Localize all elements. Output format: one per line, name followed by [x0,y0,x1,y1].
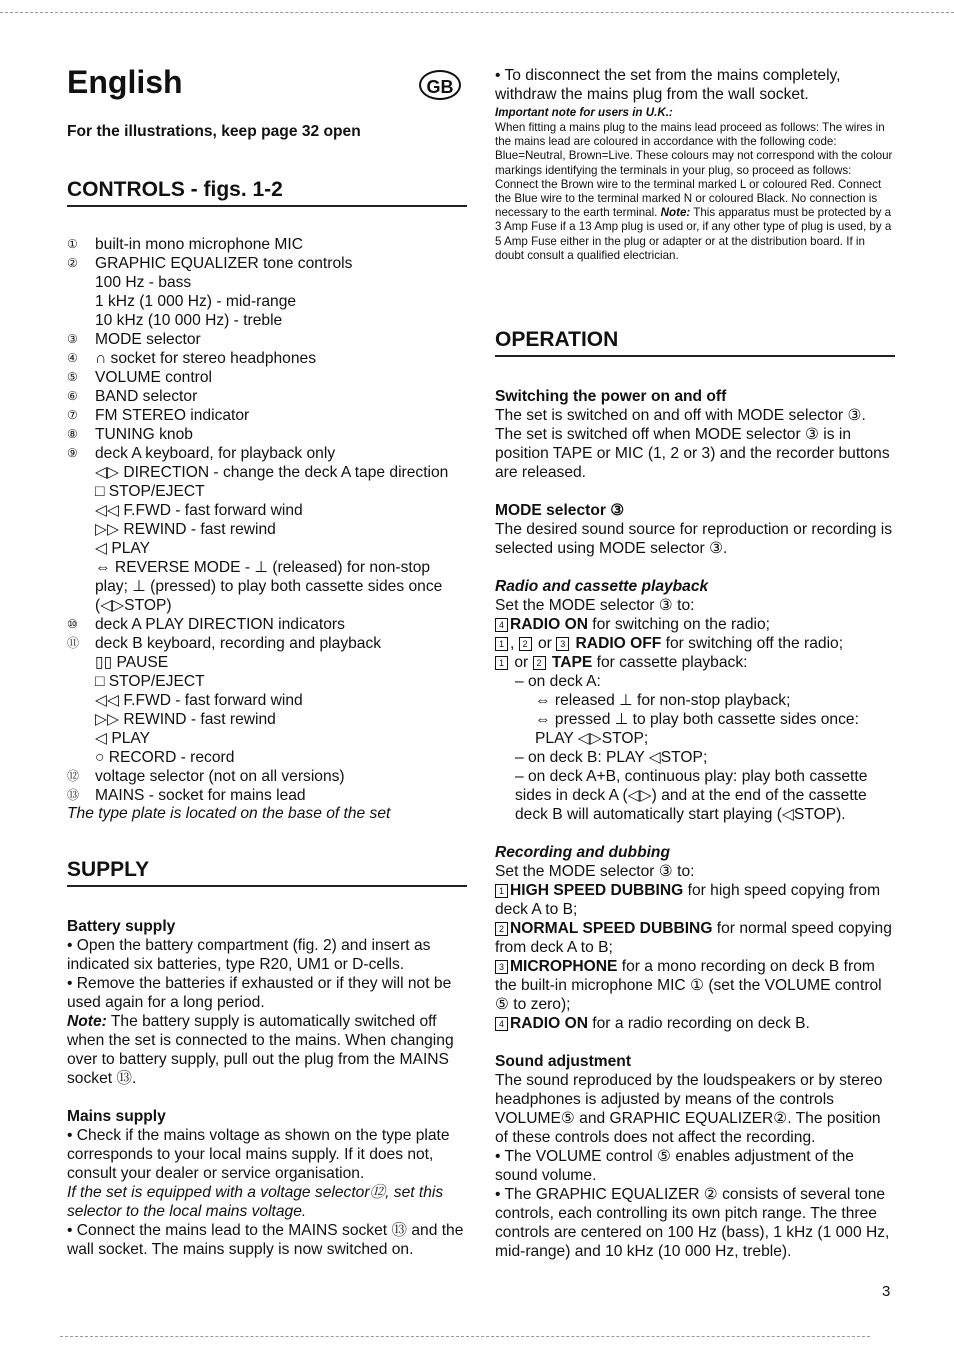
deck-a-2: ⇔ pressed ⊥ to play both cassette sides once: PLAY ◁▷STOP; [535,711,859,747]
uk-fuse-text: This apparatus must be protected by a 3 Amp Fuse if a 13 Amp plug is used or, if any other type of plug is used, by a 5 Amp Fuse either in the plug or adapter or at the distribution board. If in doubt consult a qualified electrician. [495,206,892,262]
uk-note-text [495,121,895,263]
control-number [67,539,95,558]
deck-b: – on deck B: PLAY ◁STOP; [515,749,708,766]
radio-title: Radio and cassette playback [495,578,709,595]
uk-note-body: When fitting a mains plug to the mains lead proceed as follows: The wires in the mains lead are coloured in accordance with the following code: Blue=Neutral, Brown=Live. These colours may not correspond with the colour markings identifying the terminals in your plug, so proceed as follows: Connect the Brown wire to the terminal marked L or coloured Red. Connect the Blue wire to the terminal marked N or coloured Black. No connection is necessary to the earth terminal. [495,121,893,220]
uk-fuse-label: Note: [660,206,691,220]
control-item [67,463,467,482]
control-number [67,577,95,596]
control-number: ⑩ [67,617,78,631]
control-text: TUNING knob [95,426,193,443]
language-badge: GB [419,70,461,100]
control-text: ◁▷ DIRECTION - change the deck A tape direction [95,464,449,481]
position-3-icon: 3 [556,637,569,651]
page-title: English [67,64,183,100]
control-number [67,710,95,729]
rec-radio-label: RADIO ON [510,1015,588,1032]
control-item [67,577,467,596]
mains-title: Mains supply [67,1108,166,1125]
control-text: built-in mono microphone MIC [95,236,304,253]
control-text: GRAPHIC EQUALIZER tone controls [95,255,353,272]
illustrations-note: For the illustrations, keep page 32 open [67,123,361,140]
control-number: ① [67,237,78,251]
control-item [67,596,467,615]
control-item [67,501,467,520]
control-number: ⑧ [67,427,78,441]
control-number: ④ [67,351,78,365]
hsd-label: HIGH SPEED DUBBING [510,882,684,899]
mains-italic: If the set is equipped with a voltage selector⑫, set this selector to the local mains voltage. [67,1184,444,1220]
rec-set: Set the MODE selector ③ to: [495,863,695,880]
position-1-icon: 1 [495,656,508,670]
controls-heading: CONTROLS - figs. 1-2 [67,178,283,201]
control-text: deck A keyboard, for playback only [95,445,336,462]
control-item [67,634,467,653]
control-number: ⑫ [67,769,80,783]
control-item [67,786,467,805]
tape-label: TAPE [551,654,593,671]
radio-off-rest: for switching off the radio; [661,635,844,652]
control-text: (◁▷STOP) [95,597,172,614]
control-item [67,672,467,691]
control-text: 1 kHz (1 000 Hz) - mid-range [95,293,297,310]
supply-rule [67,885,467,887]
control-item [67,368,467,387]
supply-heading: SUPPLY [67,858,150,881]
control-item [67,482,467,501]
control-item [67,558,467,577]
control-item [67,710,467,729]
control-number: ⑬ [67,788,80,802]
power-text: The set is switched on and off with MODE selector ③. The set is switched off when MODE selector ③ is in position TAPE or MIC (1, 2 or 3) and the recorder buttons are released. [495,407,890,481]
mic-line [495,957,895,1014]
tape-rest: for cassette playback: [592,654,748,671]
mic-rest: for a mono recording on deck B from the built-in microphone MIC ① (set the VOLUME control ⑤ to zero); [495,958,882,1013]
control-text: deck A PLAY DIRECTION indicators [95,616,345,633]
control-text: play; ⊥ (pressed) to play both cassette sides once [95,578,443,595]
bottom-scan-edge [60,1336,870,1337]
control-item [67,273,467,292]
control-number [67,596,95,615]
control-number [67,482,95,501]
control-number [67,672,95,691]
rec-radio-line [495,1014,895,1033]
control-number [67,501,95,520]
position-1-icon: 1 [495,637,508,651]
hsd-rest: for high speed copying from deck A to B; [495,882,881,918]
radio-on-rest: for switching on the radio; [587,616,770,633]
tape-line: 1 or 2 TAPE for cassette playback: [495,653,895,672]
rec-title: Recording and dubbing [495,844,670,861]
nsd-rest: for normal speed copying from deck A to B; [495,920,892,956]
control-number [67,463,95,482]
control-text: voltage selector (not on all versions) [95,768,345,785]
control-item [67,406,467,425]
control-number: ⑨ [67,446,78,460]
control-item [67,767,467,786]
control-number: ⑦ [67,408,78,422]
control-text: MAINS - socket for mains lead [95,787,306,804]
control-item [67,235,467,254]
page-number: 3 [882,1283,891,1300]
control-item [67,292,467,311]
control-text: ⇔ REVERSE MODE - ⊥ (released) for non-stop [95,559,431,576]
control-item [67,387,467,406]
control-item [67,729,467,748]
battery-title: Battery supply [67,918,176,935]
mode-text: The desired sound source for reproduction or recording is selected using MODE selector ③. [495,521,892,557]
control-item [67,539,467,558]
control-text: □ STOP/EJECT [95,673,205,690]
battery-note-label: Note: [67,1013,107,1030]
control-number [67,729,95,748]
operation-body [495,387,895,1261]
control-number: ② [67,256,78,270]
radio-off-line: 1 , 2 or 3 RADIO OFF for switching off the radio; [495,634,895,653]
control-number [67,273,95,292]
position-1-icon: 1 [495,884,508,898]
control-item [67,425,467,444]
rec-radio-rest: for a radio recording on deck B. [587,1015,810,1032]
sound-p2: • The VOLUME control ⑤ enables adjustment of the sound volume. [495,1148,854,1184]
control-text: ▷▷ REWIND - fast rewind [95,521,276,538]
control-text: ○ RECORD - record [95,749,235,766]
control-text: deck B keyboard, recording and playback [95,635,382,652]
control-number: ⑤ [67,370,78,384]
battery-p2: • Remove the batteries if exhausted or if they will not be used again for a long period. [67,975,452,1011]
control-text: ◁ PLAY [95,540,151,557]
control-item [67,691,467,710]
hsd-line [495,881,895,919]
control-number [67,653,95,672]
control-number [67,292,95,311]
control-number [67,748,95,767]
radio-on-line [495,615,895,634]
control-text: MODE selector [95,331,201,348]
control-text: ▯▯ PAUSE [95,654,169,671]
control-text: ◁◁ F.FWD - fast forward wind [95,692,303,709]
operation-heading: OPERATION [495,328,619,351]
control-text: ▷▷ REWIND - fast rewind [95,711,276,728]
control-text: ◁◁ F.FWD - fast forward wind [95,502,303,519]
control-number [67,520,95,539]
battery-note [67,1012,467,1088]
position-2-icon: 2 [533,656,546,670]
control-item [67,330,467,349]
control-text: FM STEREO indicator [95,407,250,424]
control-number [67,558,95,577]
control-item [67,349,467,368]
control-text: 10 kHz (10 000 Hz) - treble [95,312,283,329]
control-text: □ STOP/EJECT [95,483,205,500]
deck-a: – on deck A: [515,673,601,690]
control-text: ◁ PLAY [95,730,151,747]
mains-p2: • Connect the mains lead to the MAINS socket ⑬ and the wall socket. The mains supply is now switched on. [67,1222,464,1258]
control-item [67,254,467,273]
supply-body [67,917,467,1259]
control-item [67,520,467,539]
control-number: ⑪ [67,636,80,650]
mode-title: MODE selector ③ [495,502,625,519]
sound-p3: • The GRAPHIC EQUALIZER ② consists of several tone controls, each controlling its own pitch range. The three controls are centered on 100 Hz (bass), 1 kHz (1 000 Hz, mid-range) and 10 kHz (10 000 Hz, treble). [495,1186,890,1260]
sound-p1: The sound reproduced by the loudspeakers or by stereo headphones is adjusted by means of the controls VOLUME⑤ and GRAPHIC EQUALIZER②. The position of these controls does not affect the recording. [495,1072,883,1146]
control-item [67,748,467,767]
control-item [67,615,467,634]
control-item [67,311,467,330]
uk-note-title: Important note for users in U.K.: [495,106,673,119]
radio-on-label: RADIO ON [510,616,588,633]
type-plate-note: The type plate is located on the base of the set [67,805,391,822]
operation-rule [495,355,895,357]
position-2-icon: 2 [495,922,508,936]
control-item [67,653,467,672]
control-number [67,311,95,330]
control-text: BAND selector [95,388,198,405]
battery-p1: • Open the battery compartment (fig. 2) and insert as indicated six batteries, type R20, UM1 or D-cells. [67,937,431,973]
radio-set: Set the MODE selector ③ to: [495,597,695,614]
power-title: Switching the power on and off [495,388,727,405]
control-text: VOLUME control [95,369,212,386]
control-number: ③ [67,332,78,346]
deck-ab: – on deck A+B, continuous play: play both cassette sides in deck A (◁▷) and at the end of the cassette deck B will automatically start playing (◁STOP). [515,768,868,823]
control-number: ⑥ [67,389,78,403]
control-number [67,691,95,710]
top-scan-edge [0,12,954,13]
sound-title: Sound adjustment [495,1053,632,1070]
mains-p1: • Check if the mains voltage as shown on the type plate corresponds to your local mains supply. If it does not, consult your dealer or service organisation. [67,1127,450,1182]
position-3-icon: 3 [495,960,508,974]
control-text: 100 Hz - bass [95,274,192,291]
nsd-line [495,919,895,957]
controls-rule [67,205,467,207]
position-4-icon: 4 [495,618,508,632]
position-4-icon: 4 [495,1017,508,1031]
disconnect-text: • To disconnect the set from the mains completely, withdraw the mains plug from the wall socket. [495,67,841,103]
controls-list [67,235,467,805]
radio-off-label: RADIO OFF [575,635,662,652]
control-item [67,444,467,463]
position-2-icon: 2 [519,637,532,651]
mic-label: MICROPHONE [510,958,618,975]
control-text: ∩ socket for stereo headphones [95,350,316,367]
deck-a-1: ⇔ released ⊥ for non-stop playback; [535,692,791,709]
battery-note-text: The battery supply is automatically switched off when the set is connected to the mains. When changing over to battery supply, pull out the plug from the MAINS socket ⑬. [67,1013,454,1087]
nsd-label: NORMAL SPEED DUBBING [510,920,713,937]
